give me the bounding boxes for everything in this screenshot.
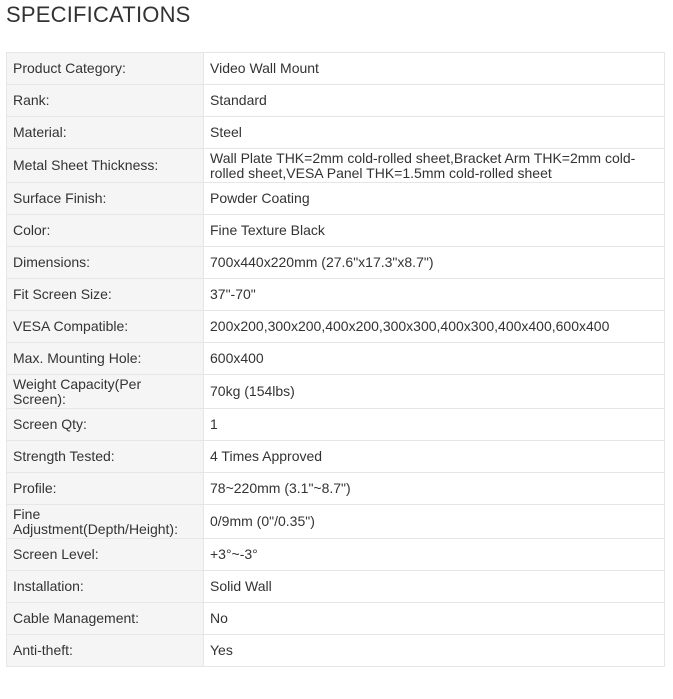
table-row-fit-screen-size [7, 279, 665, 311]
spec-value: 700x440x220mm (27.6"x17.3"x8.7") [204, 247, 665, 279]
spec-label: Max. Mounting Hole: [7, 343, 204, 375]
spec-label: Installation: [7, 571, 204, 603]
table-row-anti-theft [7, 635, 665, 667]
spec-label: Metal Sheet Thickness: [7, 149, 204, 183]
spec-label: Screen Level: [7, 539, 204, 571]
spec-label: Color: [7, 215, 204, 247]
spec-label: Surface Finish: [7, 183, 204, 215]
spec-label: Weight Capacity(Per Screen): [7, 375, 204, 409]
table-row-surface-finish [7, 183, 665, 215]
specifications-table [6, 52, 665, 667]
table-row-fine-adjustment [7, 505, 665, 539]
table-row-rank [7, 85, 665, 117]
table-row-screen-qty [7, 409, 665, 441]
spec-value: Steel [204, 117, 665, 149]
spec-value: +3°~-3° [204, 539, 665, 571]
table-row-strength-tested [7, 441, 665, 473]
table-row-cable-management [7, 603, 665, 635]
spec-label: Fine Adjustment(Depth/Height): [7, 505, 204, 539]
spec-value: 1 [204, 409, 665, 441]
table-row-weight-capacity [7, 375, 665, 409]
table-row-screen-level [7, 539, 665, 571]
spec-label: Product Category: [7, 53, 204, 85]
spec-value: 4 Times Approved [204, 441, 665, 473]
spec-label: Rank: [7, 85, 204, 117]
spec-label: VESA Compatible: [7, 311, 204, 343]
table-row-metal-sheet-thickness [7, 149, 665, 183]
spec-value: Yes [204, 635, 665, 667]
spec-value: Standard [204, 85, 665, 117]
spec-value: Powder Coating [204, 183, 665, 215]
page-title: SPECIFICATIONS [6, 2, 191, 27]
spec-value: Fine Texture Black [204, 215, 665, 247]
spec-label: Anti-theft: [7, 635, 204, 667]
table-row-product-category [7, 53, 665, 85]
spec-label: Screen Qty: [7, 409, 204, 441]
table-row-profile [7, 473, 665, 505]
spec-value: Solid Wall [204, 571, 665, 603]
spec-value: Wall Plate THK=2mm cold-rolled sheet,Bracket Arm THK=2mm cold-rolled sheet,VESA Panel THK=1.5mm cold-rolled sheet [204, 149, 665, 183]
table-row-dimensions [7, 247, 665, 279]
spec-value: 0/9mm (0"/0.35") [204, 505, 665, 539]
table-row-installation [7, 571, 665, 603]
spec-value: 37"-70" [204, 279, 665, 311]
spec-value: No [204, 603, 665, 635]
spec-value: 600x400 [204, 343, 665, 375]
spec-value: 200x200,300x200,400x200,300x300,400x300,400x400,600x400 [204, 311, 665, 343]
table-row-vesa-compatible [7, 311, 665, 343]
spec-label: Dimensions: [7, 247, 204, 279]
table-row-max-mounting-hole [7, 343, 665, 375]
spec-value: 70kg (154lbs) [204, 375, 665, 409]
spec-value: 78~220mm (3.1"~8.7") [204, 473, 665, 505]
spec-value: Video Wall Mount [204, 53, 665, 85]
spec-label: Material: [7, 117, 204, 149]
table-row-material [7, 117, 665, 149]
spec-label: Fit Screen Size: [7, 279, 204, 311]
spec-label: Profile: [7, 473, 204, 505]
spec-label: Strength Tested: [7, 441, 204, 473]
spec-label: Cable Management: [7, 603, 204, 635]
table-row-color [7, 215, 665, 247]
